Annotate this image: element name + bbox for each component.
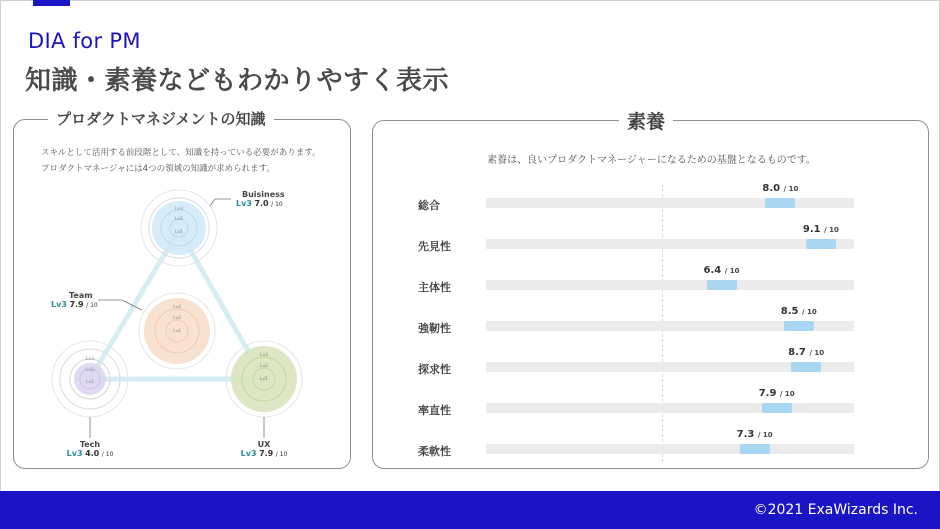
knowledge-description-line1: スキルとして活用する前段階として、知識を持っている必要があります。 — [41, 148, 321, 158]
aptitude-score-number: 8.7 — [788, 347, 806, 358]
tech-ring-lv1: Lv1 — [85, 380, 95, 385]
aptitude-row-label: 主体性 — [418, 281, 451, 294]
top-accent-tab — [33, 0, 70, 6]
aptitude-row-label: 総合 — [418, 199, 440, 212]
brand-title: DIA for PM — [28, 29, 141, 53]
ux-label: UX Lv3 7.9 / 10 — [240, 440, 288, 458]
aptitude-score-number: 7.3 — [736, 429, 755, 440]
aptitude-row — [373, 222, 930, 262]
aptitude-score-list — [373, 121, 930, 470]
aptitude-score-denominator: / 10 — [757, 431, 773, 439]
business-label: Buisiness Lv3 7.0 / 10 — [236, 190, 285, 208]
team-ring-lv2: Lv2 — [172, 316, 182, 321]
aptitude-score-denominator: / 10 — [824, 226, 839, 234]
aptitude-score-value — [704, 265, 740, 276]
knowledge-panel-title: プロダクトマネジメントの知識 — [48, 108, 274, 129]
aptitude-score-number: 7.9 — [758, 388, 777, 399]
aptitude-score-value — [788, 347, 824, 358]
team-label: Team Lv3 7.9 / 10 — [51, 291, 98, 309]
aptitude-score-value — [759, 388, 795, 399]
team-ring-lv1: Lv1 — [172, 329, 182, 334]
aptitude-score-number: 6.4 — [703, 265, 722, 276]
aptitude-track — [486, 403, 854, 413]
node-team — [139, 293, 215, 369]
aptitude-row — [373, 386, 930, 426]
aptitude-row-label: 柔軟性 — [418, 445, 451, 458]
knowledge-description-line2: プロダクトマネージャには4つの領域の知識が求められます。 — [41, 164, 275, 174]
aptitude-score-denominator: / 10 — [783, 185, 799, 193]
aptitude-score-marker — [707, 280, 737, 290]
aptitude-score-value — [803, 224, 839, 235]
aptitude-row — [373, 304, 930, 344]
aptitude-row-label: 強靭性 — [418, 322, 451, 335]
aptitude-row — [373, 427, 930, 467]
aptitude-score-number: 8.0 — [762, 183, 781, 194]
aptitude-track — [486, 198, 854, 208]
ux-ring-lv1: Lv1 — [259, 377, 269, 382]
aptitude-score-marker — [740, 444, 770, 454]
aptitude-track — [486, 444, 854, 454]
ux-ring-lv3: Lv3 — [259, 353, 269, 358]
team-ring-lv3: Lv3 — [172, 305, 182, 310]
aptitude-track — [486, 280, 854, 290]
aptitude-subtitle: 素養は、良いプロダクトマネージャーになるための基盤となるものです。 — [487, 155, 816, 166]
aptitude-score-denominator: / 10 — [724, 267, 740, 275]
aptitude-score-marker — [806, 239, 836, 249]
aptitude-panel-title: 素養 — [619, 107, 673, 134]
aptitude-row — [373, 181, 930, 221]
aptitude-score-denominator: / 10 — [779, 390, 795, 398]
aptitude-score-number: 8.5 — [780, 306, 799, 317]
knowledge-panel — [13, 110, 351, 469]
aptitude-row-label: 率直性 — [418, 404, 451, 417]
aptitude-row-label: 先見性 — [418, 240, 451, 253]
business-ring-lv1: Lv1 — [174, 230, 184, 235]
tech-ring-lv3: Lv3 — [85, 357, 95, 362]
business-leader-line — [210, 199, 231, 206]
aptitude-score-denominator: / 10 — [809, 349, 825, 357]
aptitude-score-value — [781, 306, 817, 317]
aptitude-score-marker — [762, 403, 792, 413]
tech-label: Tech Lv3 4.0 / 10 — [66, 440, 114, 458]
tech-ring-lv2: Lv2 — [85, 368, 95, 373]
page-headline: 知識・素養などもわかりやすく表示 — [25, 66, 450, 96]
node-business — [141, 190, 217, 266]
aptitude-score-marker — [791, 362, 821, 372]
aptitude-row — [373, 345, 930, 385]
node-ux — [226, 341, 302, 417]
footer-bar — [0, 491, 940, 529]
business-ring-lv2: Lv2 — [174, 217, 184, 222]
aptitude-score-denominator: / 10 — [802, 308, 817, 316]
aptitude-panel — [372, 111, 929, 469]
business-ring-lv3: Lv3 — [174, 207, 184, 212]
aptitude-score-value — [737, 429, 773, 440]
aptitude-score-value — [762, 183, 798, 194]
aptitude-score-marker — [765, 198, 795, 208]
aptitude-row — [373, 263, 930, 303]
ux-ring-lv2: Lv2 — [259, 364, 269, 369]
aptitude-score-marker — [784, 321, 814, 331]
aptitude-score-number: 9.1 — [802, 224, 821, 235]
aptitude-track — [486, 239, 854, 249]
copyright-text: ©2021 ExaWizards Inc. — [753, 502, 918, 518]
aptitude-row-label: 探求性 — [418, 363, 451, 376]
